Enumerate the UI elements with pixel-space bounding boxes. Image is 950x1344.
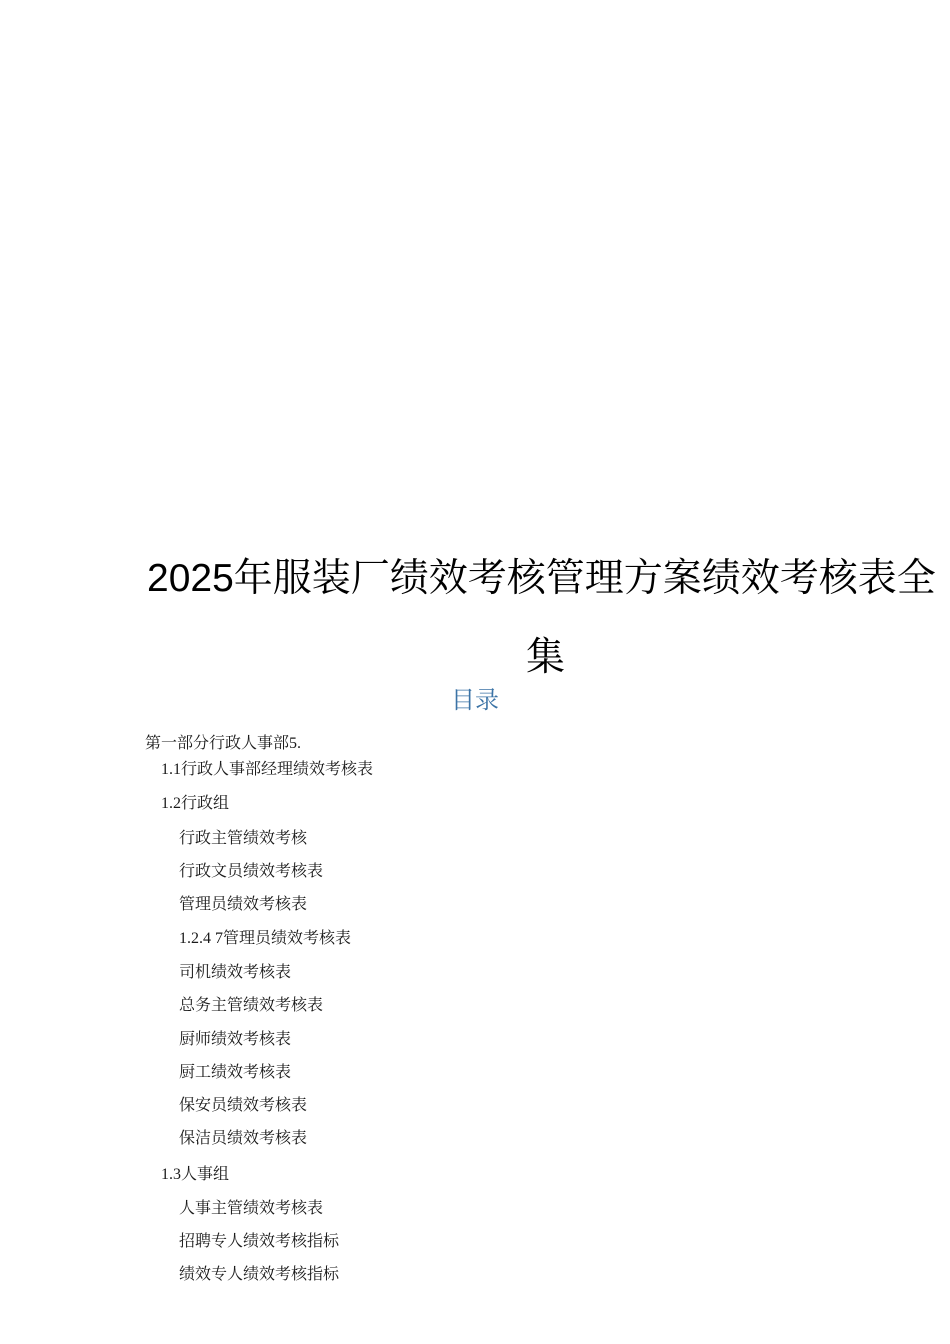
toc-item[interactable]: 绩效专人绩效考核指标 xyxy=(179,1266,340,1283)
toc-item[interactable]: 司机绩效考核表 xyxy=(179,964,292,981)
toc-item-1-2[interactable]: 1.2行政组 xyxy=(161,795,230,812)
toc-item-1-3[interactable]: 1.3人事组 xyxy=(161,1166,230,1183)
toc-item[interactable]: 厨师绩效考核表 xyxy=(179,1031,292,1048)
document-title-line-2: 集 xyxy=(526,636,566,679)
toc-item[interactable]: 行政主管绩效考核 xyxy=(179,830,308,847)
toc-item[interactable]: 厨工绩效考核表 xyxy=(179,1064,292,1081)
toc-item[interactable]: 保洁员绩效考核表 xyxy=(179,1130,308,1147)
toc-item[interactable]: 行政文员绩效考核表 xyxy=(179,863,324,880)
toc-item[interactable]: 招聘专人绩效考核指标 xyxy=(179,1233,340,1250)
toc-item-1-1[interactable]: 1.1行政人事部经理绩效考核表 xyxy=(161,761,374,778)
document-title-line-1: 2025年服装厂绩效考核管理方案绩效考核表全 xyxy=(147,557,936,600)
toc-item[interactable]: 人事主管绩效考核表 xyxy=(179,1200,324,1217)
toc-item[interactable]: 总务主管绩效考核表 xyxy=(179,997,324,1014)
toc-item[interactable]: 1.2.4 7管理员绩效考核表 xyxy=(179,930,352,947)
toc-item-part-1[interactable]: 第一部分行政人事部5. xyxy=(145,735,302,752)
toc-item[interactable]: 保安员绩效考核表 xyxy=(179,1097,308,1114)
toc-heading: 目录 xyxy=(451,688,499,714)
toc-item[interactable]: 管理员绩效考核表 xyxy=(179,896,308,913)
